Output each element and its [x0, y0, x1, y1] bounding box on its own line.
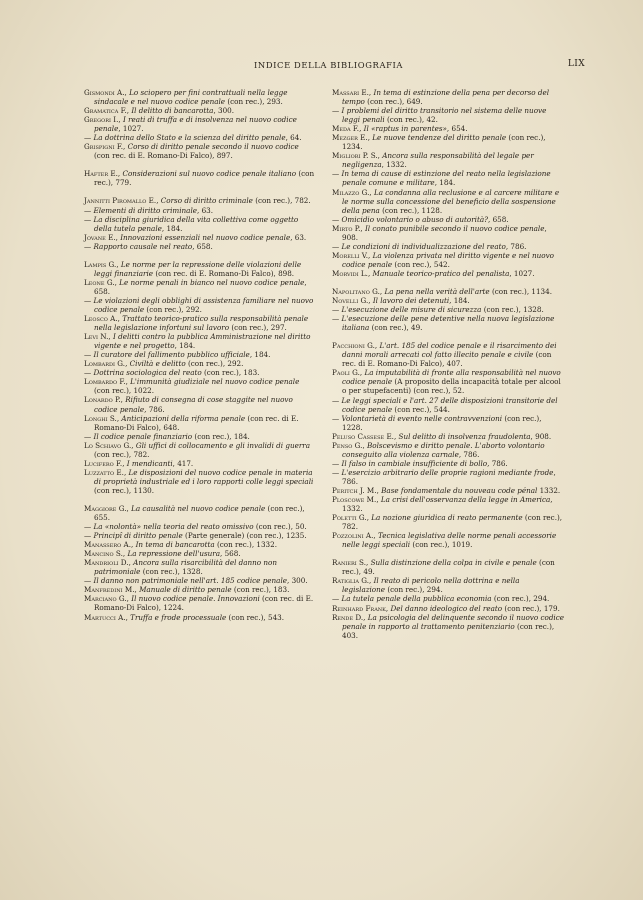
entry-reference: , 1332. — [342, 495, 553, 514]
bibliography-entry — [84, 432, 316, 441]
entry-title: Il delitto di bancarotta — [131, 106, 214, 116]
bibliography-entry — [332, 486, 564, 495]
page-number: LIX — [567, 59, 585, 69]
entry-title: La nozione giuridica di reato permanente — [371, 513, 523, 523]
bibliography-entry — [84, 233, 316, 242]
entry-reference: (con rec.), 543. — [226, 612, 284, 622]
bibliography-entry — [84, 88, 316, 106]
entry-author: — — [332, 594, 342, 604]
entry-author: Maggiore G., — [84, 503, 132, 513]
entry-author: — — [84, 241, 94, 251]
entry-author: Ploscowe M., — [332, 495, 381, 505]
entry-title: La condanna alla reclusione e al carcere militare e le norme sulla concessione del beneficio della sospensione della pena — [342, 187, 560, 215]
bibliography-entry — [332, 133, 564, 151]
entry-title: La disciplina giuridica della vita collettiva come oggetto della tutela penale — [93, 214, 299, 233]
entry-author: Jannitti Piromallo E., — [84, 196, 161, 206]
bibliography-entry — [332, 188, 564, 215]
entry-reference: , 1027. — [509, 268, 535, 278]
entry-title: I delitti contro la pubblica Amministrazione nel diritto vigente e nel progetto — [94, 332, 311, 351]
bibliography-entry — [332, 296, 564, 305]
bibliography-entry — [84, 206, 316, 215]
entry-author: — — [84, 522, 94, 532]
entry-reference: (con rec.), 782. — [94, 449, 150, 459]
bibliography-entry — [84, 549, 316, 558]
entry-title: La psicologia del delinquente secondo il nuovo codice penale in rapporto al trattamento penitenziario — [342, 612, 564, 631]
entry-author: Lombardo F., — [84, 377, 131, 387]
bibliography-entry — [84, 459, 316, 468]
entry-author: Lo Schiavo G., — [84, 440, 136, 450]
entry-author: — — [332, 214, 342, 224]
entry-reference: (con rec.), 1019. — [410, 540, 473, 550]
entry-title: Il curatore del fallimento pubblico ufficiale — [93, 350, 250, 360]
entry-title: Le condizioni di individualizzazione del reato — [341, 241, 506, 251]
bibliography-entry — [84, 377, 316, 395]
bibliography-entry — [84, 278, 316, 296]
entry-author: Morvidi L., — [332, 268, 373, 278]
entry-reference: (con rec.), 292. — [185, 359, 244, 369]
entry-reference: (con rec.), 1128. — [379, 205, 443, 215]
bibliography-entry — [332, 495, 564, 513]
entry-reference: (con rec.), 779. — [94, 169, 315, 188]
entry-title: Considerazioni sul nuovo codice penale italiano — [122, 169, 297, 179]
entry-title: La violenza privata nel diritto vigente e nel nuovo codice penale — [342, 250, 555, 269]
entry-author: — — [332, 241, 342, 251]
entry-title: Tecnica legislativa delle norme penali accessorie nelle leggi speciali — [342, 531, 557, 550]
entry-title: L'immunità giudiziale nel nuovo codice penale — [130, 377, 300, 387]
entry-author: Mancino S., — [84, 549, 128, 559]
entry-author: Lonardo P., — [84, 395, 126, 405]
entry-reference: , 184. — [249, 350, 271, 360]
entry-title: Le violazioni degli obblighi di assistenza familiare nel nuovo codice penale — [93, 295, 314, 314]
entry-title: Manuale teorico-pratico del penalista — [372, 268, 510, 278]
entry-author: Lampis G., — [84, 259, 121, 269]
entry-title: Il nuovo codice penale. Innovazioni — [131, 594, 260, 604]
entry-title: Le norme penali in bianco nel nuovo codice penale — [119, 277, 305, 287]
entry-reference: (con rec.), 655. — [94, 503, 305, 523]
entry-title: Ancora sulla responsabilità del legale per negligenza — [342, 151, 534, 170]
entry-author: — — [332, 106, 342, 116]
bibliography-entry — [332, 215, 564, 224]
bibliography-entry — [332, 594, 564, 603]
entry-title: Elementi di diritto criminale — [93, 205, 198, 215]
bibliography-entry — [84, 594, 316, 612]
section-gap — [332, 278, 564, 287]
bibliography-entry — [84, 332, 316, 350]
entry-author: Massari E., — [332, 88, 374, 97]
entry-title: Omicidio volontario o abuso di autorità? — [341, 214, 488, 224]
bibliography-entry — [84, 522, 316, 531]
entry-author: Pacchioni G., — [332, 341, 380, 351]
entry-reference: , 908. — [342, 223, 547, 242]
entry-reference: (con rec.), 542. — [392, 259, 450, 269]
entry-title: Il codice penale finanziario — [93, 431, 193, 441]
entry-title: Sul delitto di insolvenza fraudolenta — [398, 431, 531, 441]
entry-author: Leosco A., — [84, 314, 123, 324]
entry-reference: , 300. — [287, 576, 308, 586]
bibliography-entry — [332, 224, 564, 242]
entry-reference: (con rec.), 42. — [384, 115, 438, 125]
bibliography-entry — [84, 106, 316, 115]
bibliography-entry — [332, 558, 564, 576]
entry-reference: (con rec.), 49. — [342, 558, 555, 577]
entry-title: Corso di diritto criminale — [160, 196, 253, 206]
entry-author: — — [332, 395, 342, 405]
entry-title: Del danno ideologico del reato — [390, 603, 503, 613]
entry-reference: , 568. — [220, 549, 241, 559]
entry-title: La imputabilità di fronte alla responsabilità nel nuovo codice penale — [342, 368, 561, 387]
entry-author: Luzzatto E., — [84, 467, 129, 477]
bibliography-entry — [84, 196, 316, 205]
entry-author: Gramatica F., — [84, 106, 132, 116]
bibliography-entry — [332, 396, 564, 414]
entry-reference: , 786. — [458, 449, 480, 459]
entry-reference: (con rec. di E. Romano-Di Falco), 407. — [342, 350, 552, 369]
entry-reference: , 908. — [530, 431, 552, 441]
entry-reference: (con rec.), 294. — [385, 585, 443, 595]
entry-author: Martucci A., — [84, 612, 131, 622]
bibliography-entry — [84, 441, 316, 459]
entry-title: Anticipazioni della riforma penale — [121, 413, 246, 423]
entry-title: L'esecuzione delle pene detentive nella nuova legislazione italiana — [341, 314, 555, 333]
entry-reference: (con rec.), 183. — [231, 585, 290, 595]
entry-author: Poletti G., — [332, 513, 372, 523]
entry-author: — — [84, 205, 94, 215]
entry-reference: , 654. — [446, 124, 468, 134]
bibliography-entry — [332, 151, 564, 169]
entry-author: Lucifero F., — [84, 458, 127, 468]
entry-author: Ranieri S., — [332, 558, 371, 568]
entry-author: Manfredini M., — [84, 585, 140, 595]
entry-author: — — [84, 295, 94, 305]
entry-author: — — [332, 169, 342, 179]
entry-reference: , 63. — [290, 232, 307, 242]
left-column — [84, 88, 316, 622]
entry-author: Penso G., — [332, 440, 368, 450]
bibliography-entry — [84, 504, 316, 522]
bibliography-entry — [332, 251, 564, 269]
entry-title: In tema di bancarotta — [135, 540, 215, 550]
entry-author: Longhi S., — [84, 413, 122, 423]
entry-reference: , 417. — [172, 458, 194, 468]
entry-author: — — [84, 350, 94, 360]
section-gap — [84, 251, 316, 260]
entry-reference: (con rec.), 292. — [144, 304, 202, 314]
bibliography-entry — [332, 468, 564, 486]
bibliography-entry — [84, 115, 316, 133]
bibliography-entry — [84, 613, 316, 622]
entry-author: Napolitano G., — [332, 286, 385, 296]
entry-author: Gregori I., — [84, 115, 123, 125]
entry-title: La repressione dell'usura — [127, 549, 221, 559]
entry-title: I mendicanti — [126, 458, 173, 468]
entry-reference: (con rec.), 1332. — [214, 540, 277, 550]
entry-reference: (con rec.), 782. — [342, 513, 563, 532]
bibliography-entry — [332, 513, 564, 531]
entry-reference: , 300. — [213, 106, 235, 116]
bibliography-entry — [332, 269, 564, 278]
bibliography-entry — [332, 531, 564, 549]
entry-title: Le disposizioni del nuovo codice penale in materia di proprietà industriale ed i loro rapporti colle leggi speciali — [94, 467, 314, 486]
entry-reference: , 658. — [192, 241, 213, 251]
entry-title: Rapporto causale nel reato — [93, 241, 193, 251]
bibliography-entry — [84, 169, 316, 187]
entry-title: Base fondamentale du nouveau code pénal — [381, 485, 538, 495]
entry-reference: , 786. — [342, 467, 556, 486]
entry-reference: (con rec.), 1134. — [489, 286, 552, 296]
bibliography-entry — [84, 314, 316, 332]
bibliography-entry — [84, 414, 316, 432]
entry-author: Reinhard Frank, — [332, 603, 391, 613]
entry-title: La causalità nel nuovo codice penale — [131, 503, 266, 513]
bibliography-entry — [332, 576, 564, 594]
entry-author: — — [84, 133, 94, 143]
entry-author: — — [84, 214, 94, 224]
entry-reference: (con rec.), 1022. — [94, 386, 155, 396]
entry-reference: (con rec.), 1228. — [342, 413, 542, 432]
entry-title: Il lavoro dei detenuti — [372, 296, 450, 306]
entry-author: — — [332, 458, 342, 468]
entry-reference: , 1027. — [118, 124, 144, 134]
entry-title: Manuale di diritto penale — [139, 585, 232, 595]
entry-reference: (con rec.), 183. — [201, 368, 260, 378]
entry-title: La «nolontà» nella teoria del reato omissivo — [93, 522, 254, 532]
entry-title: La pena nella verità dell'arte — [384, 286, 490, 296]
bibliography-entry — [332, 88, 564, 106]
entry-reference: , 184. — [174, 341, 196, 351]
right-column — [332, 88, 564, 640]
entry-author: Mezger E., — [332, 133, 373, 143]
entry-reference: (con rec.), 49. — [369, 323, 423, 333]
entry-author: Leone G., — [84, 277, 120, 287]
entry-title: Rifiuto di consegna di cose staggite nel nuovo codice penale — [94, 395, 293, 414]
bibliography-entry — [84, 585, 316, 594]
bibliography-entry — [84, 296, 316, 314]
entry-title: Le nuove tendenze del diritto penale — [372, 133, 507, 143]
entry-reference: , 1332. — [381, 160, 407, 170]
entry-title: Bolscevismo e diritto penale. L'aborto volontario conseguito alla violenza carnale — [342, 440, 545, 459]
entry-reference: (con rec. di E. Romano-Di Falco), 648. — [94, 413, 299, 432]
entry-author: — — [84, 576, 94, 586]
section-gap — [332, 549, 564, 558]
entry-title: Dottrina sociologica del reato — [93, 368, 202, 378]
section-gap — [84, 187, 316, 196]
entry-title: Il «raptus in parentes» — [363, 124, 447, 134]
bibliography-entry — [332, 169, 564, 187]
entry-reference: (con rec.), 50. — [253, 522, 307, 532]
entry-reference: (con rec.), 184. — [192, 431, 250, 441]
entry-reference: (con rec.), 1328. — [481, 305, 544, 315]
entry-title: Il falso in cambiale insufficiente di bollo — [341, 458, 488, 468]
entry-title: Il reato di pericolo nella dottrina e nella legislazione — [342, 576, 520, 595]
entry-reference: (con rec.), 649. — [364, 97, 423, 107]
entry-reference: (A proposito della incapacità totale per alcool o per stupefacenti) (con rec.), 52. — [342, 377, 561, 396]
bibliography-entry — [84, 215, 316, 233]
entry-title: Truffa e frode processuale — [130, 612, 227, 622]
entry-author: — — [332, 413, 342, 423]
bibliography-entry — [84, 350, 316, 359]
section-gap — [84, 160, 316, 169]
entry-author: Marciano G., — [84, 594, 132, 604]
entry-author: Manassero A., — [84, 540, 136, 550]
bibliography-entry — [84, 359, 316, 368]
entry-author: Levi N., — [84, 332, 113, 342]
entry-reference: (con rec.), 544. — [392, 404, 450, 414]
bibliography-entry — [332, 459, 564, 468]
entry-reference: , 786. — [144, 404, 165, 414]
entry-author: Paoli G., — [332, 368, 365, 378]
entry-author: Peluso Cassese E., — [332, 431, 399, 441]
bibliography-entry — [84, 468, 316, 495]
entry-title: La dottrina dello Stato e la scienza del diritto penale — [93, 133, 286, 143]
entry-author: — — [332, 305, 342, 315]
bibliography-entry — [332, 314, 564, 332]
entry-author: Novelli G., — [332, 296, 373, 306]
section-gap — [84, 495, 316, 504]
bibliography-entry — [332, 242, 564, 251]
bibliography-entry — [332, 106, 564, 124]
entry-title: L'esercizio arbitrario delle proprie ragioni mediante frode — [341, 467, 554, 477]
entry-author: Rende D., — [332, 612, 368, 622]
bibliography-entry — [332, 613, 564, 640]
bibliography-entry — [332, 287, 564, 296]
bibliography-entry — [84, 558, 316, 576]
section-gap — [332, 332, 564, 341]
bibliography-entry — [84, 395, 316, 413]
entry-reference: 1332. — [537, 485, 561, 495]
entry-title: Innovazioni essenziali nel nuovo codice penale — [120, 232, 291, 242]
entry-title: In tema di cause di estinzione del reato nella legislazione penale comune e militare — [341, 169, 551, 188]
entry-reference: (con rec. di E. Romano-Di Falco), 898. — [153, 268, 295, 278]
entry-author: Grispigni F., — [84, 142, 128, 152]
entry-reference: , 786. — [487, 458, 508, 468]
entry-author: Lombardi G., — [84, 359, 130, 369]
entry-title: Ancora sulla risarcibilità del danno non patrimoniale — [94, 558, 278, 577]
entry-author: Gismondi A., — [84, 88, 130, 97]
entry-title: L'art. 185 del codice penale e il risarcimento dei danni morali arrecati col fatto illecito penale e civile — [342, 341, 557, 360]
entry-author: Milazzo G., — [332, 187, 374, 197]
entry-reference: , 184. — [449, 296, 470, 306]
entry-reference: (con rec. di E. Romano-Di Falco), 897. — [94, 151, 233, 161]
bibliography-entry — [84, 368, 316, 377]
bibliography-entry — [84, 540, 316, 549]
entry-title: Gli uffici di collocamento e gli invalidi di guerra — [135, 440, 310, 450]
entry-author: — — [84, 531, 94, 541]
bibliography-entry — [84, 260, 316, 278]
entry-reference: (con rec. di E. Romano-Di Falco), 1224. — [94, 594, 314, 613]
entry-title: Il conato punibile secondo il nuovo codice penale — [364, 223, 545, 233]
bibliography-entry — [332, 124, 564, 133]
entry-title: Le leggi speciali e l'art. 27 delle disposizioni transitorie del codice penale — [341, 395, 558, 414]
entry-reference: (con rec.), 1130. — [94, 485, 155, 495]
bibliography-entry — [332, 368, 564, 395]
entry-title: I reati di truffa e di insolvenza nel nuovo codice penale — [94, 115, 297, 134]
entry-title: In tema di estinzione della pena per decorso del tempo — [342, 88, 550, 107]
entry-title: Volontarietà di evento nelle contravvenzioni — [341, 413, 503, 423]
entry-author: Jovane E., — [84, 232, 121, 242]
entry-author: — — [332, 467, 342, 477]
entry-author: Hafter E., — [84, 169, 123, 179]
entry-author: Pozzolini A., — [332, 531, 378, 541]
entry-reference: (con rec.), 297. — [229, 323, 287, 333]
entry-title: Principî di diritto penale — [93, 531, 183, 541]
entry-author: Morelli V., — [332, 250, 373, 260]
entry-author: Mandrioli D., — [84, 558, 134, 568]
entry-reference: , 63. — [197, 205, 214, 215]
bibliography-entry — [84, 242, 316, 251]
bibliography-entry — [84, 576, 316, 585]
entry-reference: , 786. — [505, 241, 527, 251]
entry-title: Il danno non patrimoniale nell'art. 185 codice penale — [93, 576, 288, 586]
entry-reference: (con rec.), 294. — [491, 594, 550, 604]
entry-title: L'esecuzione delle misure di sicurezza — [341, 305, 482, 315]
entry-title: I problemi del diritto transitorio nel sistema delle nuove leggi penali — [341, 106, 547, 125]
bibliography-entry — [332, 432, 564, 441]
entry-author: — — [84, 431, 94, 441]
entry-title: Le norme per la repressione delle violazioni delle leggi finanziarie — [94, 259, 302, 278]
entry-reference: (con rec.), 1234. — [342, 133, 546, 152]
entry-reference: (Parte generale) (con rec.), 1235. — [182, 531, 307, 541]
entry-title: Sulla distinzione della colpa in civile e penale — [370, 558, 537, 568]
entry-title: La tutela penale della pubblica economia — [341, 594, 492, 604]
bibliography-entry — [332, 341, 564, 368]
bibliography-entry — [332, 604, 564, 613]
entry-reference: (con rec.), 1328. — [140, 567, 203, 577]
entry-reference: , 658. — [488, 214, 509, 224]
entry-author: Ratiglia G., — [332, 576, 374, 586]
entry-title: Civiltà e delitto — [129, 359, 186, 369]
bibliography-entry — [332, 441, 564, 459]
bibliography-entry — [332, 414, 564, 432]
entry-reference: , 64. — [285, 133, 302, 143]
entry-author: Peritch J. M., — [332, 485, 382, 495]
entry-reference: (con rec.), 293. — [225, 97, 283, 107]
entry-title: Lo sciopero per fini contrattuali nella legge sindacale e nel nuovo codice penale — [94, 88, 288, 107]
entry-author: Meda F., — [332, 124, 364, 134]
entry-reference: , 184. — [434, 178, 456, 188]
entry-title: La crisi dell'osservanza della legge in America — [380, 495, 551, 505]
bibliography-entry — [332, 305, 564, 314]
entry-author: — — [332, 314, 342, 324]
entry-author: Mirto P., — [332, 223, 365, 233]
entry-author: — — [84, 368, 94, 378]
running-title: INDICE DELLA BIBLIOGRAFIA — [254, 60, 404, 70]
entry-reference: (con rec.), 782. — [252, 196, 311, 206]
bibliography-entry — [84, 531, 316, 540]
entry-title: Trattato teorico-pratico sulla responsabilità penale nella legislazione infortuni sul lavoro — [94, 314, 309, 333]
entry-author: Migliori P. S., — [332, 151, 383, 161]
entry-reference: (con rec.), 179. — [502, 603, 560, 613]
entry-title: Corso di diritto penale secondo il nuovo codice — [127, 142, 299, 152]
entry-reference: , 658. — [94, 277, 307, 296]
entry-reference: , 184. — [161, 223, 183, 233]
bibliography-entry — [84, 142, 316, 160]
bibliography-entry — [84, 133, 316, 142]
entry-reference: (con rec.), 403. — [342, 621, 555, 640]
